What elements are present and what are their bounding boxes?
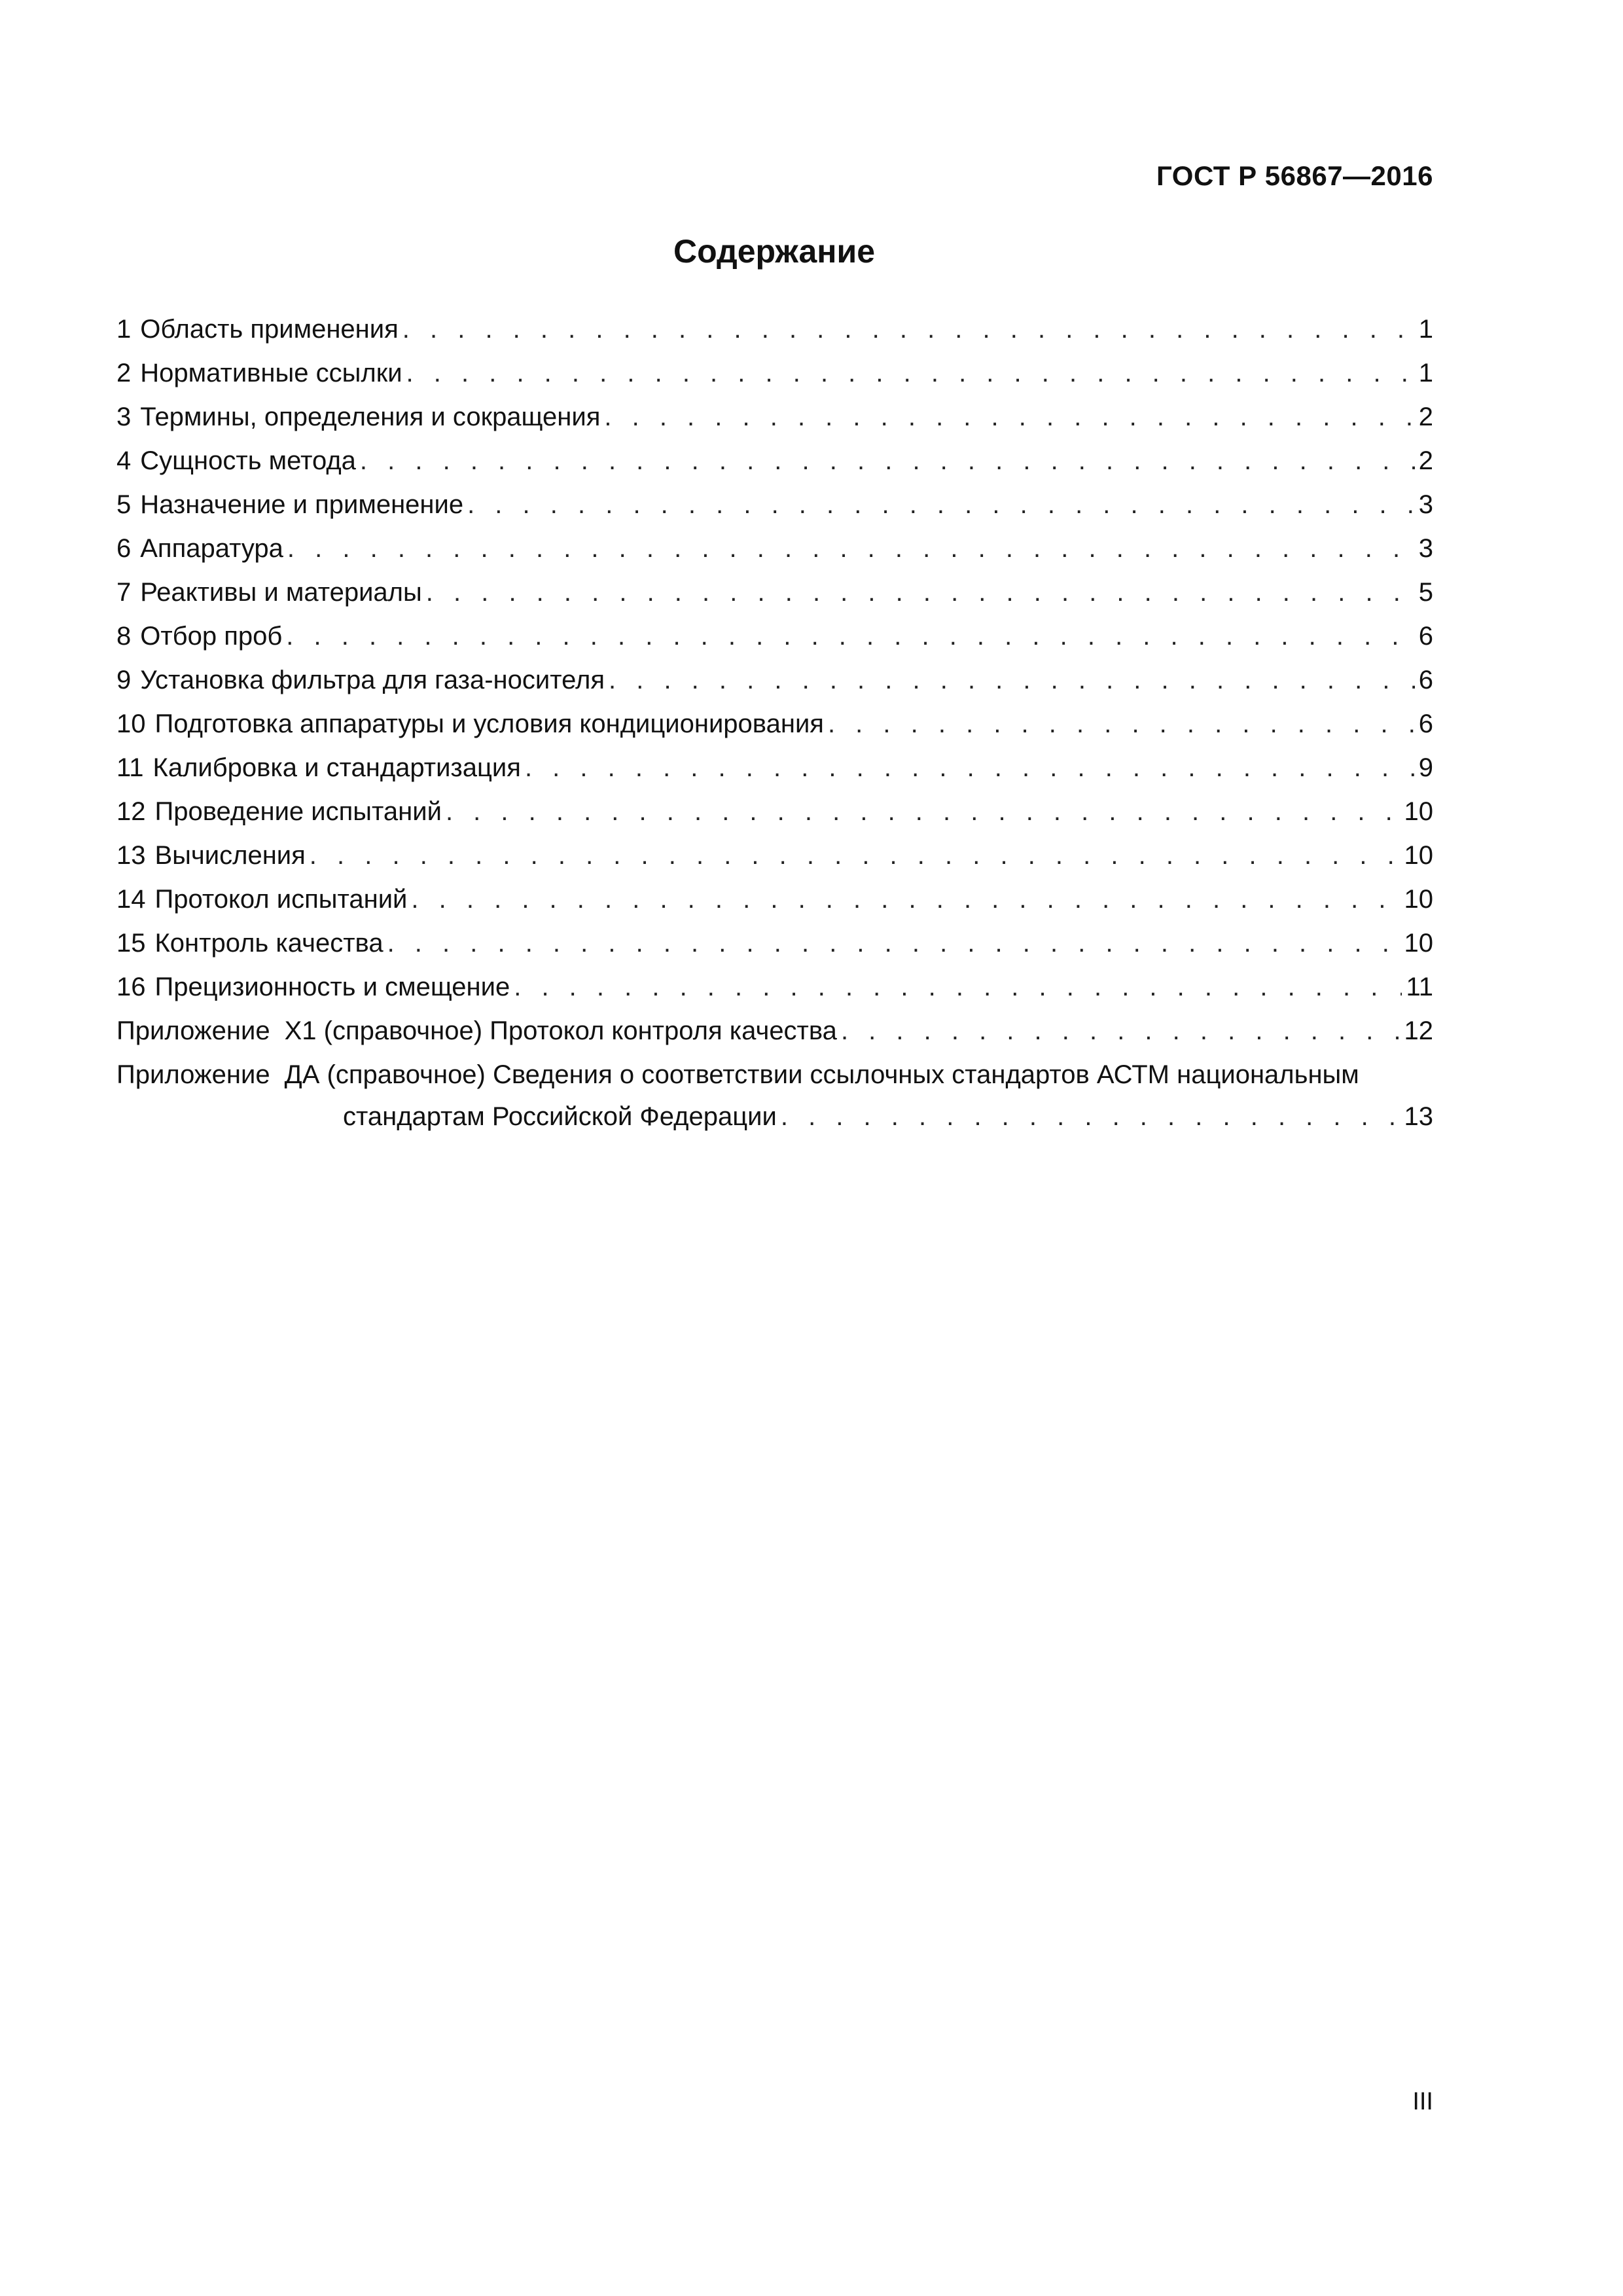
toc-entry-number: 5 (116, 490, 132, 519)
toc-dot-leader (402, 308, 1415, 351)
toc-entry-page: 6 (1418, 666, 1433, 694)
toc-entry-page: 6 (1418, 622, 1433, 651)
toc-entry-number: 1 (116, 315, 132, 344)
toc-entry-number: 3 (116, 403, 132, 431)
toc-entry[interactable] (116, 571, 1433, 615)
toc-entry[interactable] (116, 615, 1433, 658)
toc-entry-title: Отбор проб (140, 622, 283, 651)
annex-title-continuation: стандартам Российской Федерации (343, 1102, 777, 1131)
toc-dot-leader (287, 527, 1415, 571)
toc-entry-title: Нормативные ссылки (140, 359, 402, 387)
toc-entry-number: 10 (116, 709, 146, 738)
toc-entry-number: 14 (116, 885, 146, 914)
toc-entry-title: Сущность метода (140, 446, 356, 475)
toc-entry-title: Назначение и применение (140, 490, 464, 519)
toc-entry[interactable] (116, 702, 1433, 746)
annex-label: Приложение (116, 1016, 270, 1045)
toc-entry-title: Реактивы и материалы (140, 578, 422, 607)
toc-entry-page: 3 (1418, 534, 1433, 563)
toc-entry-page: 2 (1418, 403, 1433, 431)
toc-entry-title: Вычисления (154, 841, 306, 870)
toc-entry-page: 2 (1418, 446, 1433, 475)
toc-entry-page: 10 (1404, 929, 1433, 958)
annex-label: Приложение (116, 1060, 270, 1089)
toc-entry-page: 1 (1418, 315, 1433, 344)
toc-dot-leader (360, 439, 1415, 483)
toc-annex-entry[interactable] (116, 1009, 1433, 1053)
toc-dot-leader (604, 395, 1414, 439)
toc-entry-title: Установка фильтра для газа-носителя (140, 666, 605, 694)
toc-dot-leader (841, 1009, 1400, 1053)
page-title: Содержание (673, 233, 876, 270)
toc-dot-leader (411, 878, 1400, 922)
toc-dot-leader (406, 351, 1415, 395)
toc-annex-entry[interactable] (116, 1053, 1433, 1136)
toc-entry[interactable] (116, 746, 1433, 790)
toc-entry-page: 10 (1404, 885, 1433, 914)
toc-entry-number: 13 (116, 841, 146, 870)
toc-entry-number: 11 (116, 753, 144, 782)
toc-entry-number: 4 (116, 446, 132, 475)
toc-entry-number: 8 (116, 622, 132, 651)
toc-dot-leader (781, 1097, 1400, 1136)
toc-entry[interactable] (116, 439, 1433, 483)
toc-entry-title: Прецизионность и смещение (154, 973, 510, 1001)
toc-entry-page: 11 (1406, 973, 1433, 1001)
toc-entry-title: Проведение испытаний (154, 797, 442, 826)
table-of-contents (116, 308, 1433, 1136)
toc-entry[interactable] (116, 395, 1433, 439)
page-number: III (1412, 2088, 1433, 2115)
toc-dot-leader (467, 483, 1415, 527)
toc-dot-leader (514, 965, 1402, 1009)
toc-entry-page: 5 (1418, 578, 1433, 607)
toc-entry[interactable] (116, 658, 1433, 702)
toc-entry-number: 12 (116, 797, 146, 826)
annex-page: 12 (1404, 1016, 1433, 1045)
toc-entry-number: 2 (116, 359, 132, 387)
toc-entry[interactable] (116, 527, 1433, 571)
toc-entry-number: 6 (116, 534, 132, 563)
toc-entry-page: 9 (1418, 753, 1433, 782)
toc-dot-leader (525, 746, 1415, 790)
toc-entry-title: Контроль качества (154, 929, 383, 958)
toc-dot-leader (286, 615, 1414, 658)
toc-entry-page: 6 (1418, 709, 1433, 738)
toc-dot-leader (310, 834, 1400, 878)
toc-entry[interactable] (116, 351, 1433, 395)
toc-entry-number: 9 (116, 666, 132, 694)
annex-title: Х1 (справочное) Протокол контроля качества (284, 1016, 837, 1045)
toc-dot-leader (828, 702, 1415, 746)
toc-entry-number: 16 (116, 973, 146, 1001)
toc-entry-title: Область применения (140, 315, 399, 344)
toc-entry[interactable] (116, 965, 1433, 1009)
toc-entry[interactable] (116, 834, 1433, 878)
toc-entry[interactable] (116, 308, 1433, 351)
toc-entry[interactable] (116, 790, 1433, 834)
toc-dot-leader (446, 790, 1400, 834)
toc-entry-title: Протокол испытаний (154, 885, 408, 914)
toc-entry[interactable] (116, 922, 1433, 965)
toc-entry-page: 3 (1418, 490, 1433, 519)
document-code: ГОСТ Р 56867—2016 (1156, 160, 1433, 191)
annex-page: 13 (1404, 1102, 1433, 1131)
toc-entry-title: Аппаратура (140, 534, 283, 563)
toc-dot-leader (609, 658, 1415, 702)
toc-entry-page: 10 (1404, 841, 1433, 870)
toc-entry[interactable] (116, 878, 1433, 922)
toc-entry-number: 15 (116, 929, 146, 958)
toc-entry-page: 1 (1418, 359, 1433, 387)
toc-dot-leader (387, 922, 1400, 965)
toc-entry-title: Калибровка и стандартизация (152, 753, 521, 782)
annex-title: ДА (справочное) Сведения о соответствии ссылочных стандартов АСТМ национальным (284, 1060, 1359, 1089)
toc-dot-leader (426, 571, 1415, 615)
toc-entry-title: Термины, определения и сокращения (140, 403, 601, 431)
toc-entry[interactable] (116, 483, 1433, 527)
toc-entry-page: 10 (1404, 797, 1433, 826)
toc-entry-title: Подготовка аппаратуры и условия кондиционирования (154, 709, 824, 738)
toc-entry-number: 7 (116, 578, 132, 607)
